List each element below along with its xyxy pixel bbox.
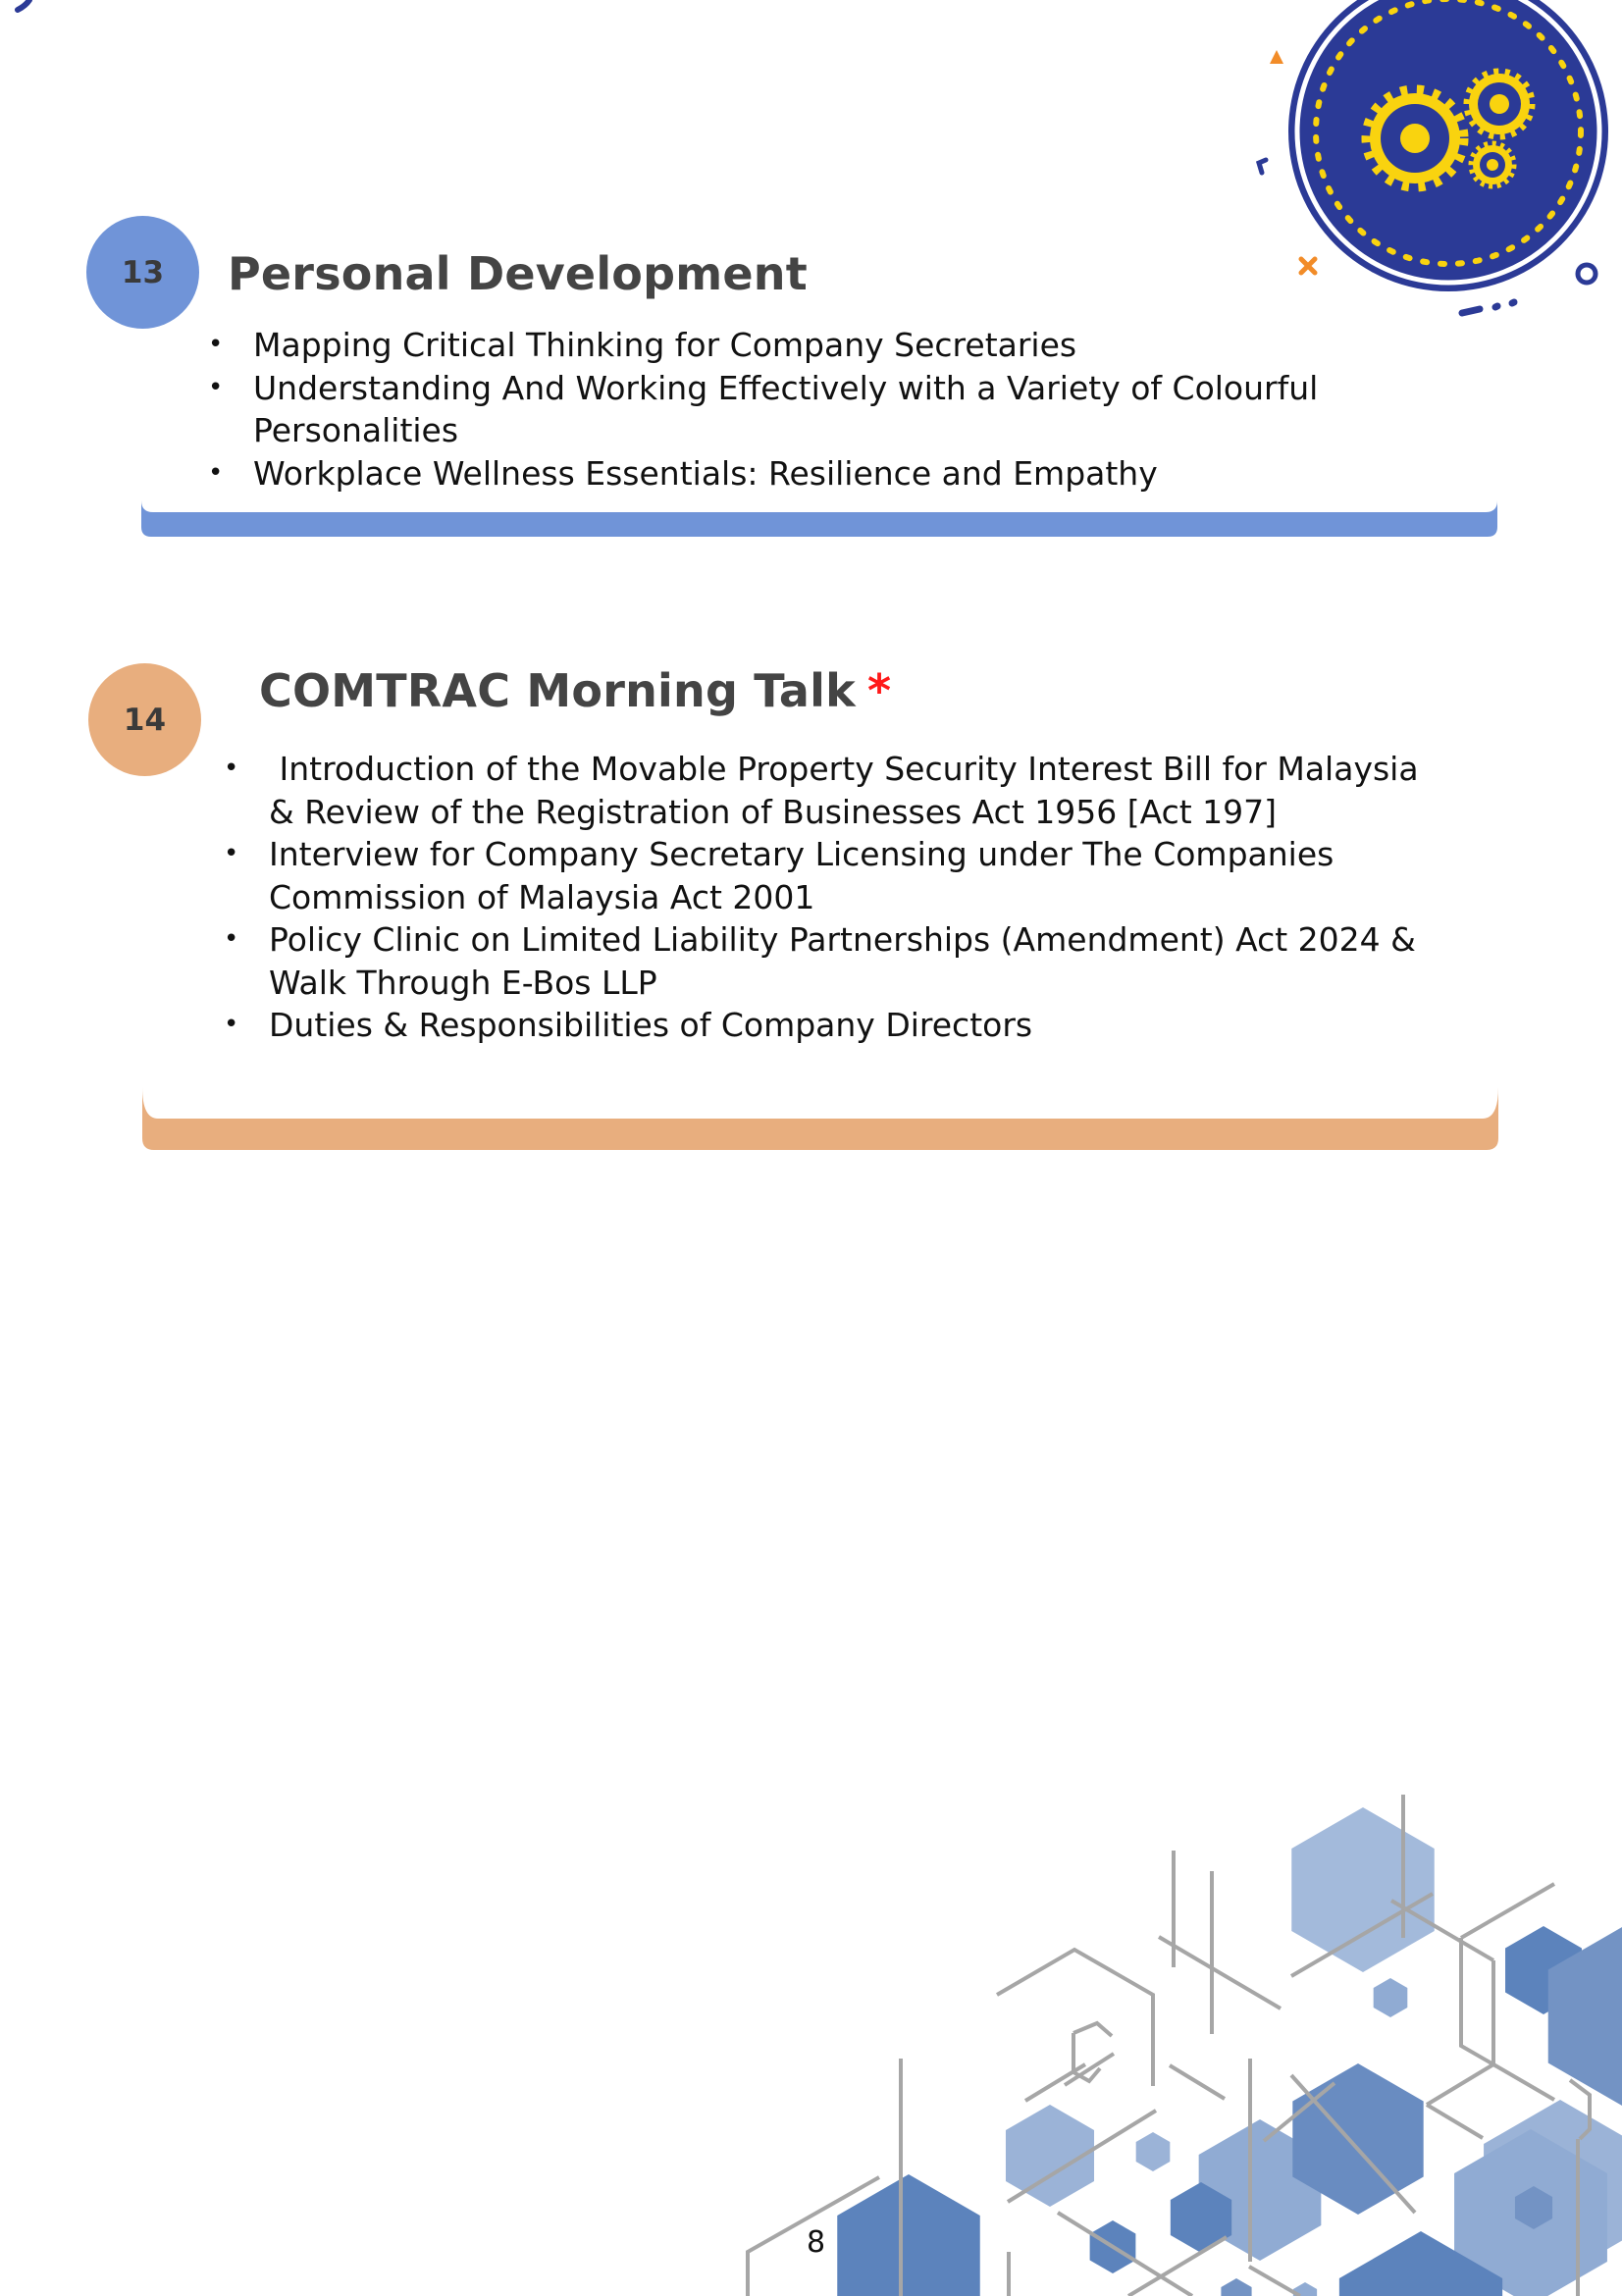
card-bottom-bar bbox=[141, 500, 1497, 540]
bullet-icon: • bbox=[208, 372, 224, 402]
bullet-icon: • bbox=[208, 330, 224, 359]
arrow-decor-icon bbox=[1259, 160, 1266, 173]
list-item-text: Policy Clinic on Limited Liability Partnerships (Amendment) Act 2024 & bbox=[269, 920, 1416, 959]
list-item bbox=[224, 918, 1419, 1004]
section-title bbox=[259, 664, 891, 717]
list-item-text: Interview for Company Secretary Licensing under The Companies bbox=[269, 835, 1334, 873]
list-item-text: Personalities bbox=[253, 411, 459, 449]
section-number-badge bbox=[88, 663, 201, 776]
bullet-icon: • bbox=[224, 839, 239, 868]
list-item bbox=[208, 452, 1318, 496]
course-list bbox=[224, 748, 1419, 1047]
required-marker-icon: * bbox=[866, 664, 892, 717]
list-item-text: Walk Through E-Bos LLP bbox=[269, 963, 657, 1002]
list-item-text: & Review of the Registration of Businesses Act 1956 [Act 197] bbox=[269, 792, 1278, 831]
page-number: 8 bbox=[807, 2225, 826, 2260]
list-item-text: Mapping Critical Thinking for Company Secretaries bbox=[253, 326, 1077, 364]
card-bottom-bar bbox=[142, 1087, 1498, 1152]
section-title-text: COMTRAC Morning Talk bbox=[259, 664, 856, 717]
list-item bbox=[224, 1004, 1419, 1047]
list-item-text: Workplace Wellness Essentials: Resilience and Empathy bbox=[253, 453, 1158, 493]
bullet-icon: • bbox=[224, 754, 239, 783]
section-title bbox=[228, 247, 808, 300]
bullet-icon: • bbox=[224, 924, 239, 954]
list-item-text: Understanding And Working Effectively with a Variety of Colourful bbox=[253, 368, 1319, 407]
section-number: 14 bbox=[123, 702, 167, 738]
course-list bbox=[208, 324, 1319, 495]
triangle-decor-icon bbox=[1270, 50, 1283, 64]
ring-decor-icon bbox=[1578, 265, 1596, 283]
x-decor-icon bbox=[1301, 259, 1315, 273]
bullet-icon: • bbox=[224, 1010, 239, 1039]
bullet-icon: • bbox=[208, 457, 224, 488]
corner-swoosh-icon bbox=[0, 0, 39, 20]
list-item bbox=[224, 833, 1419, 918]
dashes-decor-icon bbox=[1462, 302, 1514, 313]
list-item-text: Duties & Responsibilities of Company Directors bbox=[269, 1006, 1033, 1044]
section-number-badge bbox=[86, 216, 199, 329]
list-item bbox=[208, 324, 1318, 367]
section-title-text: Personal Development bbox=[228, 247, 808, 300]
list-item bbox=[208, 367, 1319, 452]
section-number: 13 bbox=[121, 254, 165, 290]
list-item-text: Commission of Malaysia Act 2001 bbox=[269, 877, 815, 916]
list-item-text: Introduction of the Movable Property Security Interest Bill for Malaysia bbox=[269, 750, 1419, 788]
list-item bbox=[224, 748, 1419, 833]
gears-emblem-icon bbox=[1227, 0, 1622, 334]
